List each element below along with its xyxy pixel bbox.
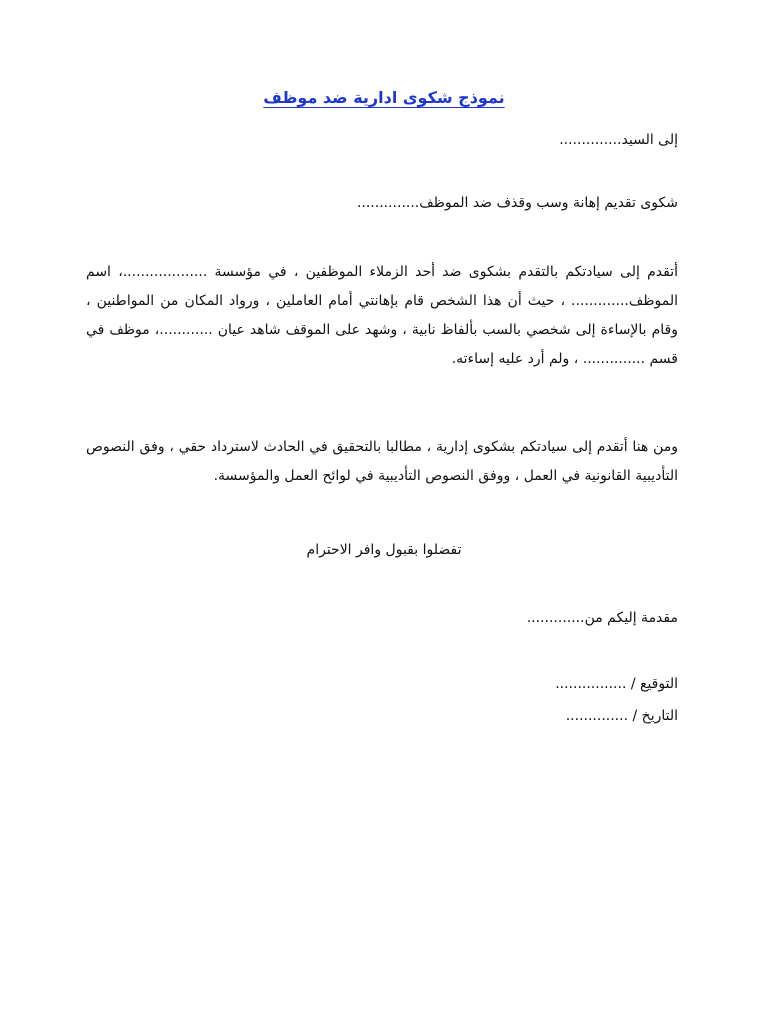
- letter-title: نموذج شكوى ادارية ضد موظف: [263, 88, 505, 107]
- date-line: التاريخ / ..............: [565, 708, 678, 724]
- recipient-line: إلى السيد..............: [559, 132, 678, 148]
- submitted-by-line: مقدمة إليكم من.............: [526, 610, 678, 626]
- body-paragraph-1: أتقدم إلى سيادتكم بالتقدم بشكوى ضد أحد الزملاء الموظفين ، في مؤسسة ...................، اسم الموظف............. ، حيث أن هذا الشخص قام بإهانتي أمام العاملين ، ورواد المكان من المواطنين ، وقام بالإساءة إلى شخصي بالسب بألفاظ نابية ، وشهد على الموقف شاهد عيان ............، موظف في قسم .............. ، ولم أرد عليه إساءته.: [86, 264, 678, 367]
- body-paragraph-2: ومن هنا أتقدم إلى سيادتكم بشكوى إدارية ، مطالبا بالتحقيق في الحادث لاسترداد حقي ، وفق النصوص التأديبية القانونية في العمل ، ووفق النصوص التأديبية في لوائح العمل والمؤسسة.: [86, 439, 678, 484]
- signature-line: التوقيع / ................: [555, 676, 678, 692]
- subject-line: شكوى تقديم إهانة وسب وقذف ضد الموظف..............: [356, 195, 678, 211]
- closing-line: تفضلوا بقبول وافر الاحترام: [306, 542, 462, 558]
